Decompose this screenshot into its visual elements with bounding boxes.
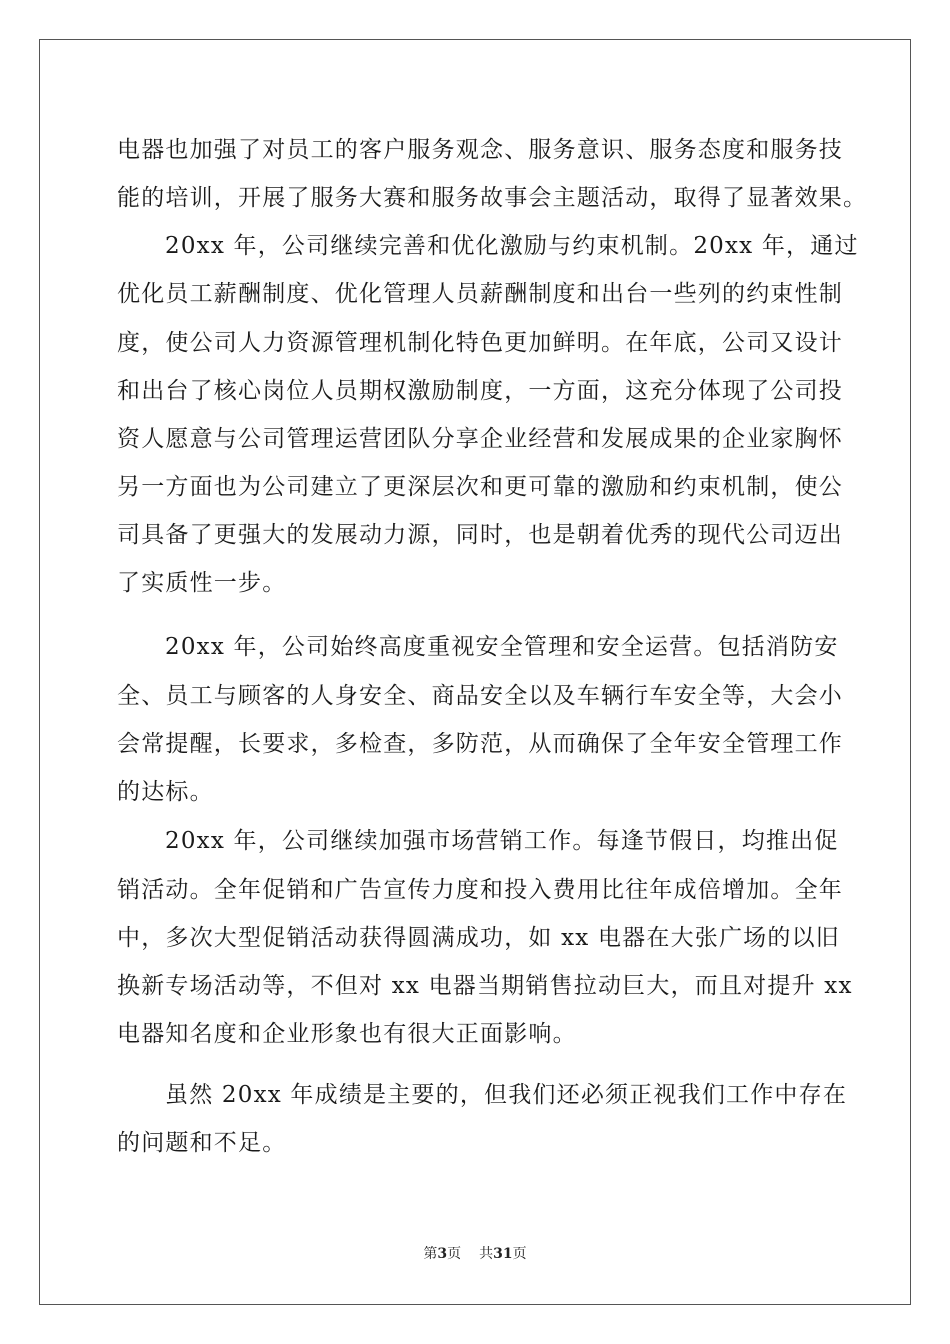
page-footer	[0, 1244, 950, 1264]
text-line: 了实质性一步。	[117, 570, 287, 596]
paragraph-start-line: 20xx 年，公司继续完善和优化激励与约束机制。20xx 年，通过	[165, 233, 859, 259]
total-pages-suffix: 页	[512, 1246, 527, 1262]
page-number-prefix: 第	[423, 1246, 438, 1262]
text-line: 优化员工薪酬制度、优化管理人员薪酬制度和出台一些列的约束性制	[117, 281, 843, 307]
text-line: 资人愿意与公司管理运营团队分享企业经营和发展成果的企业家胸怀	[117, 426, 843, 452]
total-pages-prefix: 共	[479, 1246, 494, 1262]
text-line: 全、员工与顾客的人身安全、商品安全以及车辆行车安全等，大会小	[117, 683, 843, 709]
paragraph-start-line: 20xx 年，公司继续加强市场营销工作。每逢节假日，均推出促	[165, 828, 839, 854]
text-line: 能的培训，开展了服务大赛和服务故事会主题活动，取得了显著效果。	[117, 185, 868, 211]
page-number-suffix: 页	[447, 1246, 462, 1262]
text-line: 和出台了核心岗位人员期权激励制度，一方面，这充分体现了公司投	[117, 378, 843, 404]
text-line: 会常提醒，长要求，多检查，多防范，从而确保了全年安全管理工作	[117, 731, 843, 757]
text-line: 另一方面也为公司建立了更深层次和更可靠的激励和约束机制，使公	[117, 474, 843, 500]
text-line: 司具备了更强大的发展动力源，同时，也是朝着优秀的现代公司迈出	[117, 522, 843, 548]
text-line: 换新专场活动等，不但对 xx 电器当期销售拉动巨大，而且对提升 xx	[117, 973, 853, 999]
text-line: 度，使公司人力资源管理机制化特色更加鲜明。在年底，公司又设计	[117, 330, 843, 356]
page-number: 3	[437, 1246, 448, 1262]
text-line: 电器也加强了对员工的客户服务观念、服务意识、服务态度和服务技	[117, 137, 843, 163]
text-line: 电器知名度和企业形象也有很大正面影响。	[117, 1021, 577, 1047]
text-line: 销活动。全年促销和广告宣传力度和投入费用比往年成倍增加。全年	[117, 877, 843, 903]
paragraph-start-line: 虽然 20xx 年成绩是主要的，但我们还必须正视我们工作中存在	[165, 1082, 848, 1108]
text-line: 的达标。	[117, 779, 214, 805]
total-pages: 31	[493, 1246, 513, 1262]
text-line: 的问题和不足。	[117, 1130, 287, 1156]
text-line: 中，多次大型促销活动获得圆满成功，如 xx 电器在大张广场的以旧	[117, 925, 840, 951]
paragraph-start-line: 20xx 年，公司始终高度重视安全管理和安全运营。包括消防安	[165, 634, 839, 660]
